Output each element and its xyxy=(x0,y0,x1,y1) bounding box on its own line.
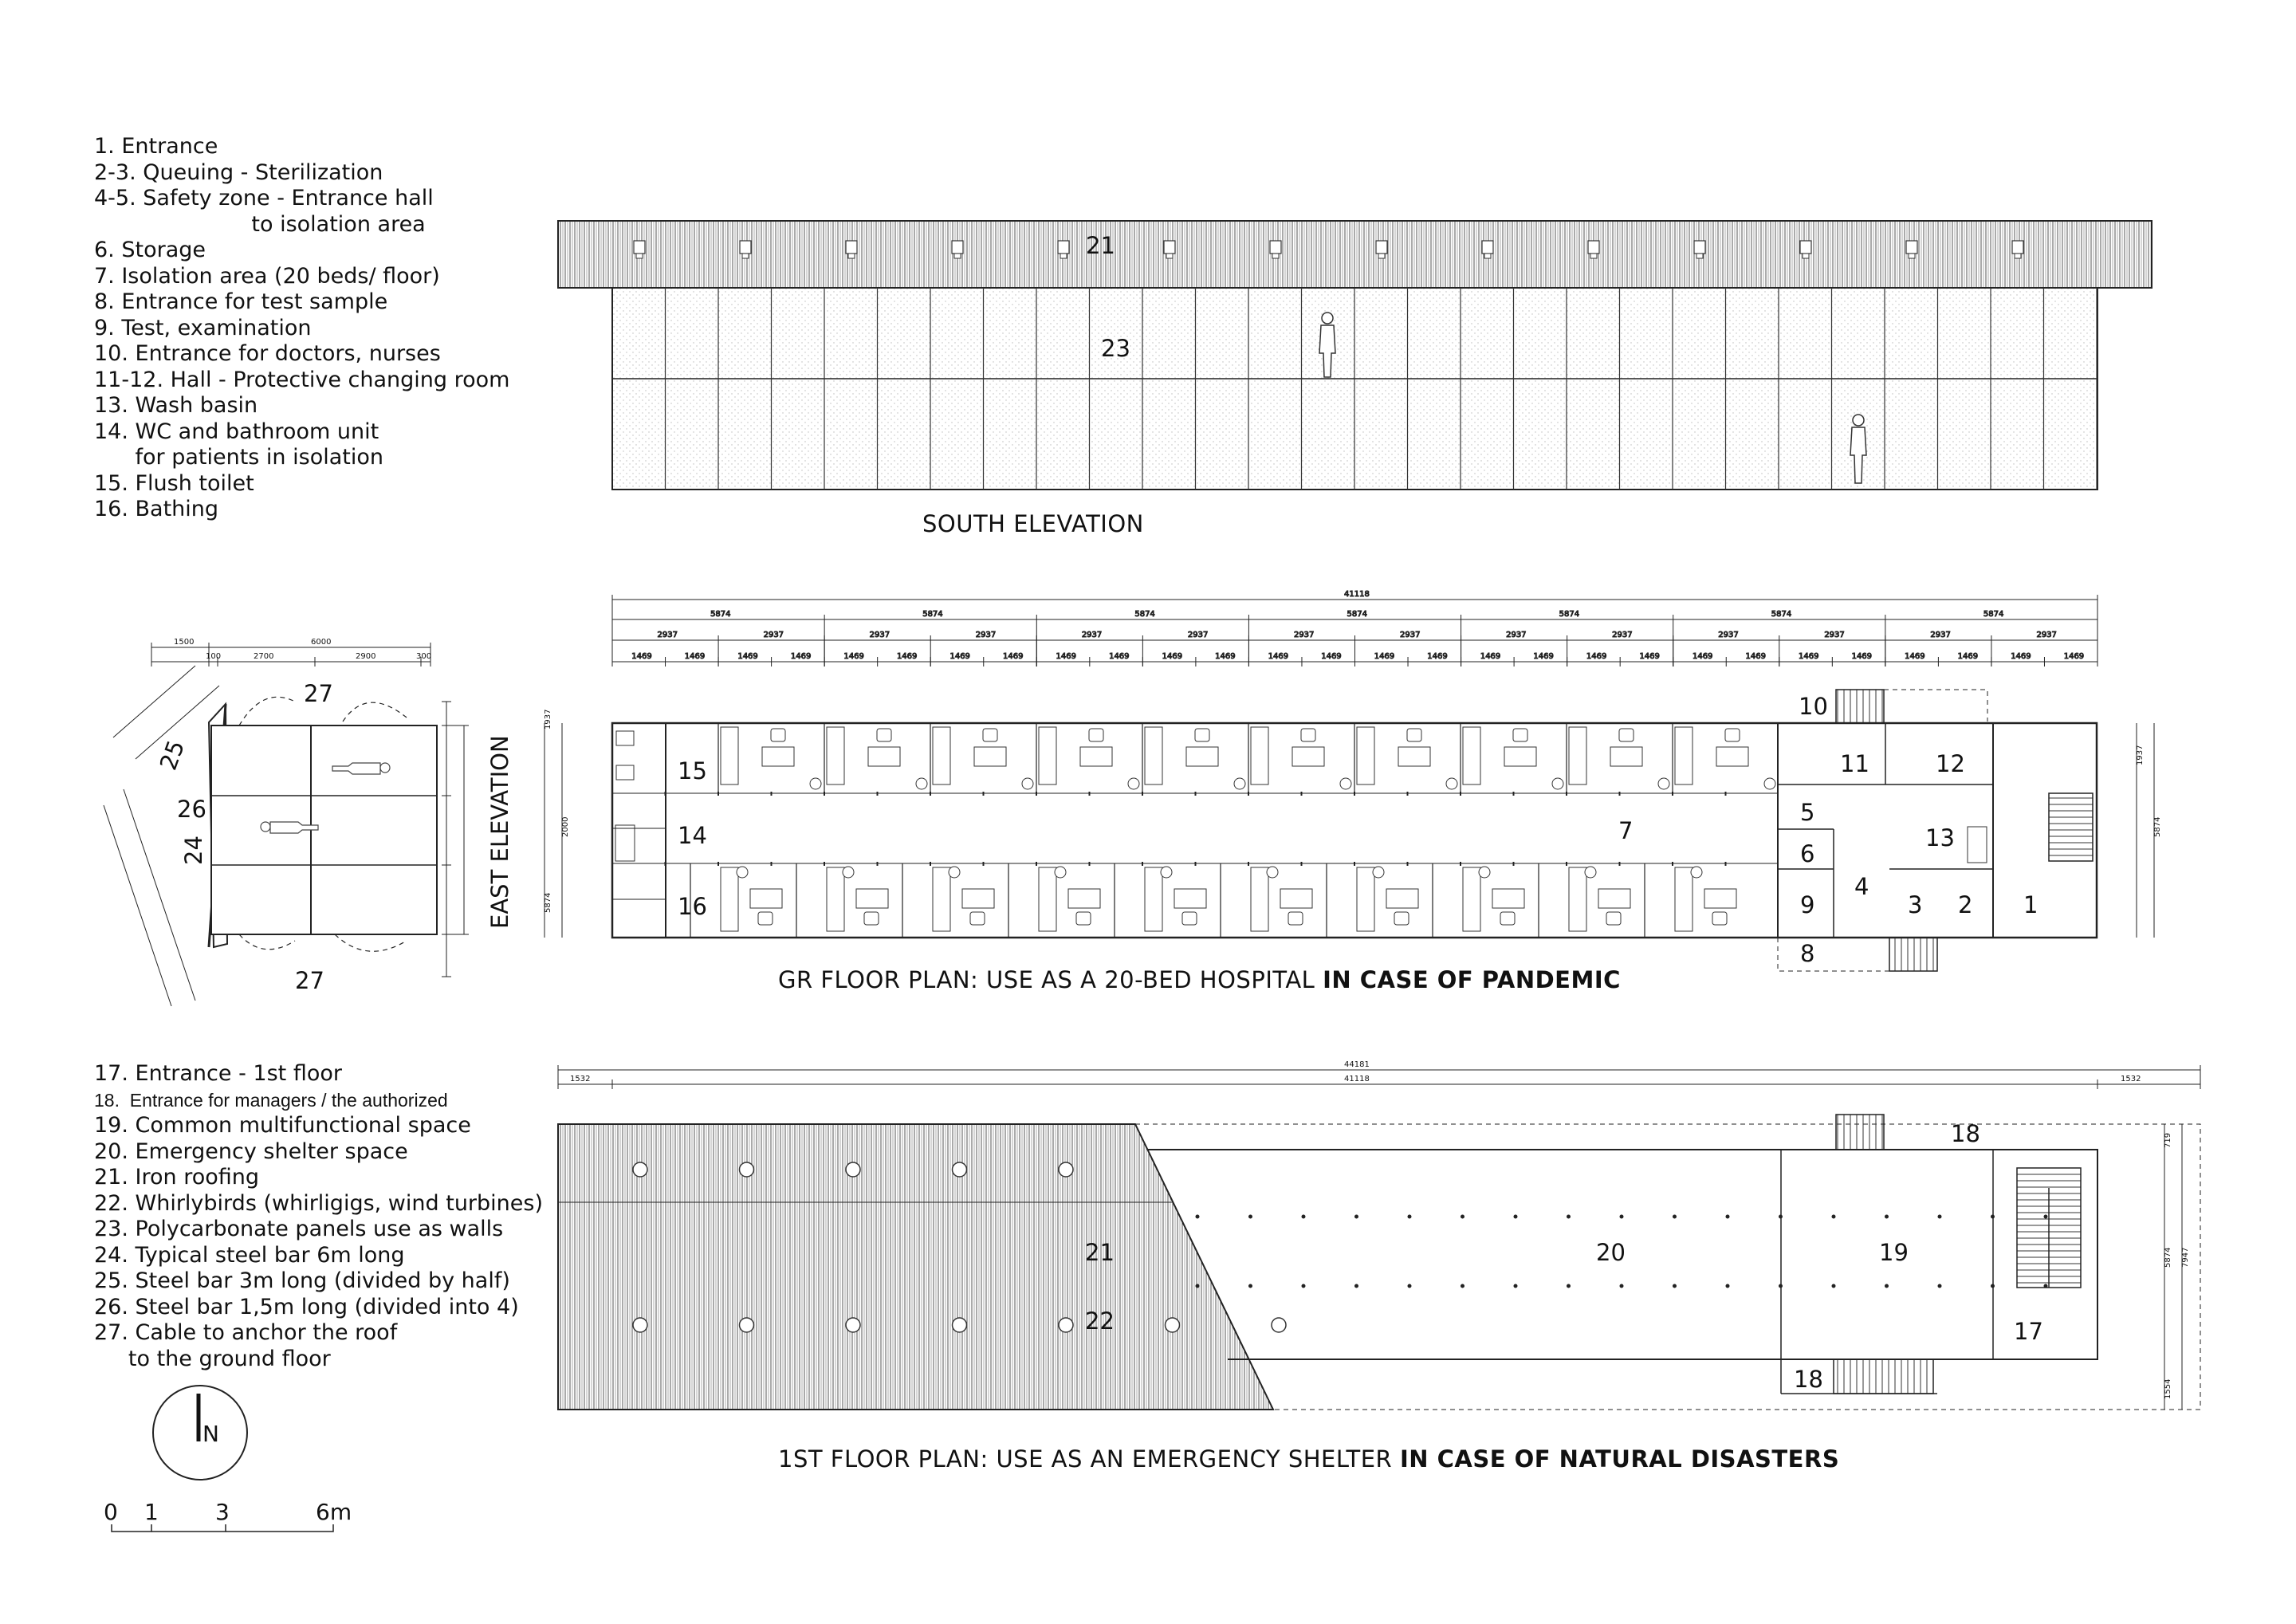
gr-dim-half: 2937 xyxy=(1293,631,1315,639)
toilet-icon xyxy=(616,731,634,745)
chair-icon xyxy=(983,729,997,741)
bed-icon xyxy=(1463,867,1480,931)
first-floor-caption-bold: IN CASE OF NATURAL DISASTERS xyxy=(1399,1445,1840,1473)
desk-icon xyxy=(962,889,994,908)
desk-icon xyxy=(762,747,794,766)
gr-side-dim-left-2000: 2000 xyxy=(561,816,570,837)
gr-dim-half: 2937 xyxy=(657,631,678,639)
first-label-entrance: 17 xyxy=(2014,1318,2043,1345)
desk-icon xyxy=(1504,747,1536,766)
gr-dim-quarter: 1469 xyxy=(949,652,970,661)
stool-icon xyxy=(1446,778,1457,789)
desk-icon xyxy=(1186,747,1218,766)
stool-icon xyxy=(1055,867,1066,878)
bed-icon xyxy=(1039,727,1056,784)
gr-dim-quarter: 1469 xyxy=(737,652,758,661)
east-dim-2900: 2900 xyxy=(356,652,376,661)
stool-icon xyxy=(843,867,854,878)
column-dot xyxy=(1196,1284,1199,1288)
whirlybird-icon xyxy=(1059,1318,1073,1332)
gr-dim-quarter: 1469 xyxy=(1480,652,1501,661)
first-label-whirlybird: 22 xyxy=(1085,1307,1115,1335)
legend-item: 17. Entrance - 1st floor xyxy=(94,1061,342,1086)
column-dot xyxy=(1514,1215,1517,1218)
desk-icon xyxy=(1068,889,1100,908)
stool-icon xyxy=(1373,867,1384,878)
gr-dim-half: 2937 xyxy=(763,631,784,639)
gr-dim-module: 5874 xyxy=(1771,610,1792,619)
chair-icon xyxy=(1394,912,1409,925)
column-dot xyxy=(1461,1284,1464,1288)
gr-room-11: 11 xyxy=(1840,750,1869,777)
legend-item: 26. Steel bar 1,5m long (divided into 4) xyxy=(94,1294,519,1319)
column-dot xyxy=(1885,1215,1889,1218)
column-dot xyxy=(1938,1215,1941,1218)
gr-room-13: 13 xyxy=(1925,824,1955,851)
gr-dim-quarter: 1469 xyxy=(1162,652,1183,661)
legend-item: 2-3. Queuing - Sterilization xyxy=(94,159,383,185)
north-label: N xyxy=(202,1421,219,1447)
column-dot xyxy=(1249,1215,1252,1218)
legend-item: to isolation area xyxy=(94,211,426,237)
first-floor-roof xyxy=(558,1124,1273,1410)
column-dot xyxy=(1196,1215,1199,1218)
legend-item: 14. WC and bathroom unit xyxy=(94,419,379,444)
chair-icon xyxy=(1712,912,1727,925)
stool-icon xyxy=(1585,867,1596,878)
gr-dim-half: 2937 xyxy=(1824,631,1845,639)
desk-icon xyxy=(1398,747,1430,766)
scale-bar xyxy=(112,1524,333,1532)
gr-dim-module: 5874 xyxy=(922,610,943,619)
scale-label-0: 0 xyxy=(104,1499,118,1525)
bed-icon xyxy=(1569,727,1586,784)
gr-room-12: 12 xyxy=(1936,750,1965,777)
gr-room-1: 1 xyxy=(2023,891,2038,918)
gr-dim-quarter: 1469 xyxy=(1427,652,1448,661)
stool-icon xyxy=(949,867,960,878)
gr-dim-quarter: 1469 xyxy=(843,652,864,661)
gr-dim-quarter: 1469 xyxy=(1905,652,1925,661)
column-dot xyxy=(1991,1215,1995,1218)
gr-room-9: 9 xyxy=(1800,891,1815,918)
gr-dim-quarter: 1469 xyxy=(1851,652,1873,661)
chair-icon xyxy=(758,912,773,925)
chair-icon xyxy=(771,729,785,741)
south-elevation-caption: SOUTH ELEVATION xyxy=(922,510,1144,537)
legend-item: to the ground floor xyxy=(94,1346,331,1371)
whirlybird-icon xyxy=(740,1162,754,1177)
gr-room-6: 6 xyxy=(1800,840,1815,867)
desk-icon xyxy=(974,747,1006,766)
gr-dim-quarter: 1469 xyxy=(2063,652,2085,661)
east-dim-300: 300 xyxy=(416,652,432,661)
east-label-25: 25 xyxy=(154,737,191,774)
east-dim-1500: 1500 xyxy=(174,638,195,647)
column-dot xyxy=(1885,1284,1889,1288)
desk-icon xyxy=(1292,747,1324,766)
east-dim-6000: 6000 xyxy=(311,638,332,647)
gr-dim-quarter: 1469 xyxy=(1374,652,1395,661)
bed-icon xyxy=(721,727,738,784)
whirlybird-icon xyxy=(740,1318,754,1332)
legend-item: 22. Whirlybirds (whirligigs, wind turbines) xyxy=(94,1190,543,1216)
gr-floor-caption-bold: IN CASE OF PANDEMIC xyxy=(1323,966,1621,993)
gr-room-15: 15 xyxy=(678,757,707,784)
whirlybird-icon xyxy=(846,1162,860,1177)
legend-item: 9. Test, examination xyxy=(94,315,312,340)
whirlybird-icon xyxy=(633,1162,647,1177)
bed-icon xyxy=(1675,867,1693,931)
column-dot xyxy=(1302,1284,1305,1288)
whirlybird-icon xyxy=(1166,1318,1180,1332)
legend-item: 21. Iron roofing xyxy=(94,1165,260,1189)
gr-dim-quarter: 1469 xyxy=(1321,652,1342,661)
east-dim-100: 100 xyxy=(206,652,222,661)
gr-room-7: 7 xyxy=(1618,817,1634,844)
gr-room-5: 5 xyxy=(1800,799,1815,826)
legend-item: 7. Isolation area (20 beds/ floor) xyxy=(94,263,440,289)
first-dim-side-right: 1532 xyxy=(2121,1075,2141,1083)
stool-icon xyxy=(737,867,748,878)
gr-dim-quarter: 1469 xyxy=(1533,652,1554,661)
chair-icon xyxy=(864,912,879,925)
stool-icon xyxy=(1340,778,1351,789)
column-dot xyxy=(1620,1284,1623,1288)
gr-dim-quarter: 1469 xyxy=(1692,652,1713,661)
chair-icon xyxy=(877,729,891,741)
wash-basin-icon xyxy=(1968,827,1987,863)
gr-dim-half: 2937 xyxy=(1187,631,1209,639)
gr-dim-half: 2937 xyxy=(2036,631,2057,639)
chair-icon xyxy=(1606,912,1621,925)
desk-icon xyxy=(1174,889,1206,908)
gr-dim-quarter: 1469 xyxy=(1799,652,1819,661)
column-dot xyxy=(1832,1284,1835,1288)
stool-icon xyxy=(1691,867,1702,878)
scale-label-6m: 6m xyxy=(316,1499,352,1525)
desk-icon xyxy=(750,889,782,908)
whirlybird-icon xyxy=(1059,1162,1073,1177)
first-dim-total: 44181 xyxy=(1344,1060,1370,1069)
gr-floor-caption-plain: GR FLOOR PLAN: USE AS A 20-BED HOSPITAL xyxy=(778,966,1323,993)
east-dim-2700: 2700 xyxy=(254,652,274,661)
gr-dim-quarter: 1469 xyxy=(1056,652,1077,661)
column-dot xyxy=(1726,1215,1729,1218)
column-dot xyxy=(1408,1215,1411,1218)
east-label-27-top: 27 xyxy=(304,680,333,707)
gr-room-10: 10 xyxy=(1799,693,1828,720)
chair-icon xyxy=(1076,912,1091,925)
first-label-common: 19 xyxy=(1879,1239,1909,1266)
north-arrow xyxy=(153,1386,247,1480)
bed-icon xyxy=(827,867,844,931)
column-dot xyxy=(1514,1284,1517,1288)
bed-icon xyxy=(827,727,844,784)
bed-icon xyxy=(1251,727,1268,784)
chair-icon xyxy=(1500,912,1515,925)
east-elevation xyxy=(104,638,469,1006)
first-dim-right-719: 719 xyxy=(2164,1132,2172,1148)
chair-icon xyxy=(1725,729,1740,741)
column-dot xyxy=(2044,1215,2047,1218)
gr-dim-half: 2937 xyxy=(1930,631,1951,639)
legend-item: 13. Wash basin xyxy=(94,393,258,418)
legend-item: 15. Flush toilet xyxy=(94,470,254,496)
chair-icon xyxy=(1619,729,1634,741)
gr-room-14: 14 xyxy=(678,822,707,849)
whirlybird-icon xyxy=(953,1162,967,1177)
chair-icon xyxy=(1301,729,1315,741)
stool-icon xyxy=(1022,778,1033,789)
bed-icon xyxy=(1463,727,1480,784)
desk-icon xyxy=(1610,747,1642,766)
gr-dim-module: 5874 xyxy=(1134,610,1155,619)
gr-side-dim-right-1937: 1937 xyxy=(2136,745,2145,765)
gr-dim-half: 2937 xyxy=(975,631,997,639)
gr-dim-half: 2937 xyxy=(1612,631,1633,639)
legend-item: 25. Steel bar 3m long (divided by half) xyxy=(94,1268,510,1293)
gr-room-2: 2 xyxy=(1958,891,1973,918)
east-elevation-caption: EAST ELEVATION xyxy=(486,735,513,929)
gr-dim-quarter: 1469 xyxy=(1268,652,1289,661)
gr-dim-quarter: 1469 xyxy=(790,652,812,661)
bed-icon xyxy=(933,867,950,931)
scale-label-1: 1 xyxy=(144,1499,159,1525)
gr-dim-module: 5874 xyxy=(1983,610,2004,619)
column-dot xyxy=(1567,1284,1571,1288)
first-label-roof: 21 xyxy=(1085,1239,1115,1266)
legend-item: 11-12. Hall - Protective changing room xyxy=(94,367,510,392)
south-elevation xyxy=(558,221,2152,490)
legend-item: 20. Emergency shelter space xyxy=(94,1138,408,1164)
gr-floor-plan xyxy=(544,590,2162,971)
legend-item: 18. Entrance for managers / the authorized xyxy=(94,1089,448,1111)
column-dot xyxy=(2044,1284,2047,1288)
gr-room-4: 4 xyxy=(1854,873,1869,900)
gr-dim-module: 5874 xyxy=(1347,610,1367,619)
legend-item: 4-5. Safety zone - Entrance hall xyxy=(94,186,434,210)
gr-dim-total: 41118 xyxy=(1344,590,1370,599)
gr-floor-dimensions xyxy=(612,590,2097,667)
column-dot xyxy=(1249,1284,1252,1288)
column-dot xyxy=(1408,1284,1411,1288)
gr-side-dim-right-5874: 5874 xyxy=(2153,816,2162,837)
gr-dim-quarter: 1469 xyxy=(1215,652,1236,661)
desk-icon xyxy=(1280,889,1312,908)
desk-icon xyxy=(856,889,888,908)
gr-dim-half: 2937 xyxy=(869,631,890,639)
gr-room-3: 3 xyxy=(1908,891,1923,918)
desk-icon xyxy=(1716,747,1748,766)
gr-dim-quarter: 1469 xyxy=(631,652,652,661)
first-dim-inner: 41118 xyxy=(1344,1075,1370,1083)
column-dot xyxy=(1461,1215,1464,1218)
column-dot xyxy=(1938,1284,1941,1288)
gr-dim-quarter: 1469 xyxy=(1109,652,1130,661)
desk-icon xyxy=(868,747,900,766)
stool-icon xyxy=(1128,778,1139,789)
whirlybird-icon xyxy=(953,1318,967,1332)
chair-icon xyxy=(1407,729,1421,741)
stool-icon xyxy=(1552,778,1563,789)
first-dim-side-left: 1532 xyxy=(570,1075,591,1083)
gr-dim-quarter: 1469 xyxy=(2011,652,2031,661)
wash-basin-icon xyxy=(615,825,635,861)
bed-icon xyxy=(1145,727,1162,784)
bed-icon xyxy=(1569,867,1586,931)
desk-icon xyxy=(1598,889,1630,908)
first-label-shelter: 20 xyxy=(1596,1239,1626,1266)
gr-dim-half: 2937 xyxy=(1400,631,1421,639)
column-dot xyxy=(1779,1215,1783,1218)
column-dot xyxy=(1673,1215,1677,1218)
first-floor-plan xyxy=(558,1060,2200,1410)
first-label-manager-top: 18 xyxy=(1951,1120,1980,1147)
legend-item: 19. Common multifunctional space xyxy=(94,1113,471,1138)
gr-dim-quarter: 1469 xyxy=(1003,652,1024,661)
bed-icon xyxy=(1357,867,1374,931)
legend-item: for patients in isolation xyxy=(94,445,383,470)
column-dot xyxy=(1991,1284,1995,1288)
legend-item: 8. Entrance for test sample xyxy=(94,289,388,314)
gr-dim-half: 2937 xyxy=(1081,631,1103,639)
column-dot xyxy=(1355,1284,1358,1288)
chair-icon xyxy=(1288,912,1303,925)
column-dot xyxy=(1567,1215,1571,1218)
first-label-manager-bottom: 18 xyxy=(1794,1366,1823,1393)
bed-icon xyxy=(933,727,950,784)
legend-item: 10. Entrance for doctors, nurses xyxy=(94,341,441,366)
gr-dim-half: 2937 xyxy=(1506,631,1527,639)
first-dim-right-1554: 1554 xyxy=(2164,1378,2172,1399)
gr-room-16: 16 xyxy=(678,893,707,920)
chair-icon xyxy=(970,912,985,925)
bed-icon xyxy=(1145,867,1162,931)
gr-dim-quarter: 1469 xyxy=(1957,652,1979,661)
gr-side-dim-left-5874: 5874 xyxy=(544,892,552,913)
chair-icon xyxy=(1513,729,1527,741)
legend-item: 24. Typical steel bar 6m long xyxy=(94,1242,405,1268)
bed-icon xyxy=(1251,867,1268,931)
stool-icon xyxy=(916,778,927,789)
bed-icon xyxy=(1675,727,1693,784)
desk-icon xyxy=(1704,889,1736,908)
legend-item: 23. Polycarbonate panels use as walls xyxy=(94,1217,504,1241)
elevation-label-roof: 21 xyxy=(1086,232,1115,259)
stool-icon xyxy=(1479,867,1490,878)
toilet-icon xyxy=(616,765,634,780)
stool-icon xyxy=(1234,778,1245,789)
whirlybird-icon xyxy=(846,1318,860,1332)
gr-dim-module: 5874 xyxy=(1559,610,1580,619)
scale-label-3: 3 xyxy=(215,1499,230,1525)
east-label-26: 26 xyxy=(177,796,206,823)
desk-icon xyxy=(1080,747,1112,766)
desk-icon xyxy=(1386,889,1418,908)
desk-icon xyxy=(1492,889,1524,908)
column-dot xyxy=(1779,1284,1783,1288)
chair-icon xyxy=(1089,729,1103,741)
gr-dim-quarter: 1469 xyxy=(684,652,706,661)
gr-dim-quarter: 1469 xyxy=(1586,652,1607,661)
first-dim-right-7947: 7947 xyxy=(2181,1247,2190,1268)
column-dot xyxy=(1302,1215,1305,1218)
column-dot xyxy=(1726,1284,1729,1288)
legend-item: 16. Bathing xyxy=(94,497,219,521)
gr-dim-quarter: 1469 xyxy=(896,652,918,661)
stool-icon xyxy=(1267,867,1278,878)
legend-item: 27. Cable to anchor the roof xyxy=(94,1320,398,1345)
chair-icon xyxy=(1182,912,1197,925)
column-dot xyxy=(1673,1284,1677,1288)
gr-dim-quarter: 1469 xyxy=(1639,652,1660,661)
column-dot xyxy=(1832,1215,1835,1218)
stool-icon xyxy=(1658,778,1669,789)
chair-icon xyxy=(1195,729,1209,741)
elevation-label-wall: 23 xyxy=(1101,335,1130,362)
legend-item: 1. Entrance xyxy=(94,134,218,159)
bed-icon xyxy=(721,867,738,931)
first-floor-caption-plain: 1ST FLOOR PLAN: USE AS AN EMERGENCY SHELTER xyxy=(778,1445,1400,1473)
whirlybird-icon xyxy=(633,1318,647,1332)
gr-side-dim-left-1937a: 1937 xyxy=(544,709,552,729)
gr-dim-half: 2937 xyxy=(1718,631,1739,639)
column-dot xyxy=(1620,1215,1623,1218)
gr-dim-module: 5874 xyxy=(710,610,731,619)
bed-icon xyxy=(1357,727,1374,784)
stool-icon xyxy=(810,778,821,789)
first-dim-right-5874: 5874 xyxy=(2164,1247,2172,1268)
gr-dim-quarter: 1469 xyxy=(1745,652,1766,661)
gr-room-8: 8 xyxy=(1800,940,1815,967)
east-label-24: 24 xyxy=(180,836,207,865)
whirlybird-icon xyxy=(1272,1318,1286,1332)
east-label-27-bottom: 27 xyxy=(295,967,324,994)
legend-item: 6. Storage xyxy=(94,238,206,262)
stool-icon xyxy=(1161,867,1172,878)
stool-icon xyxy=(1764,778,1775,789)
bed-icon xyxy=(1039,867,1056,931)
column-dot xyxy=(1355,1215,1358,1218)
